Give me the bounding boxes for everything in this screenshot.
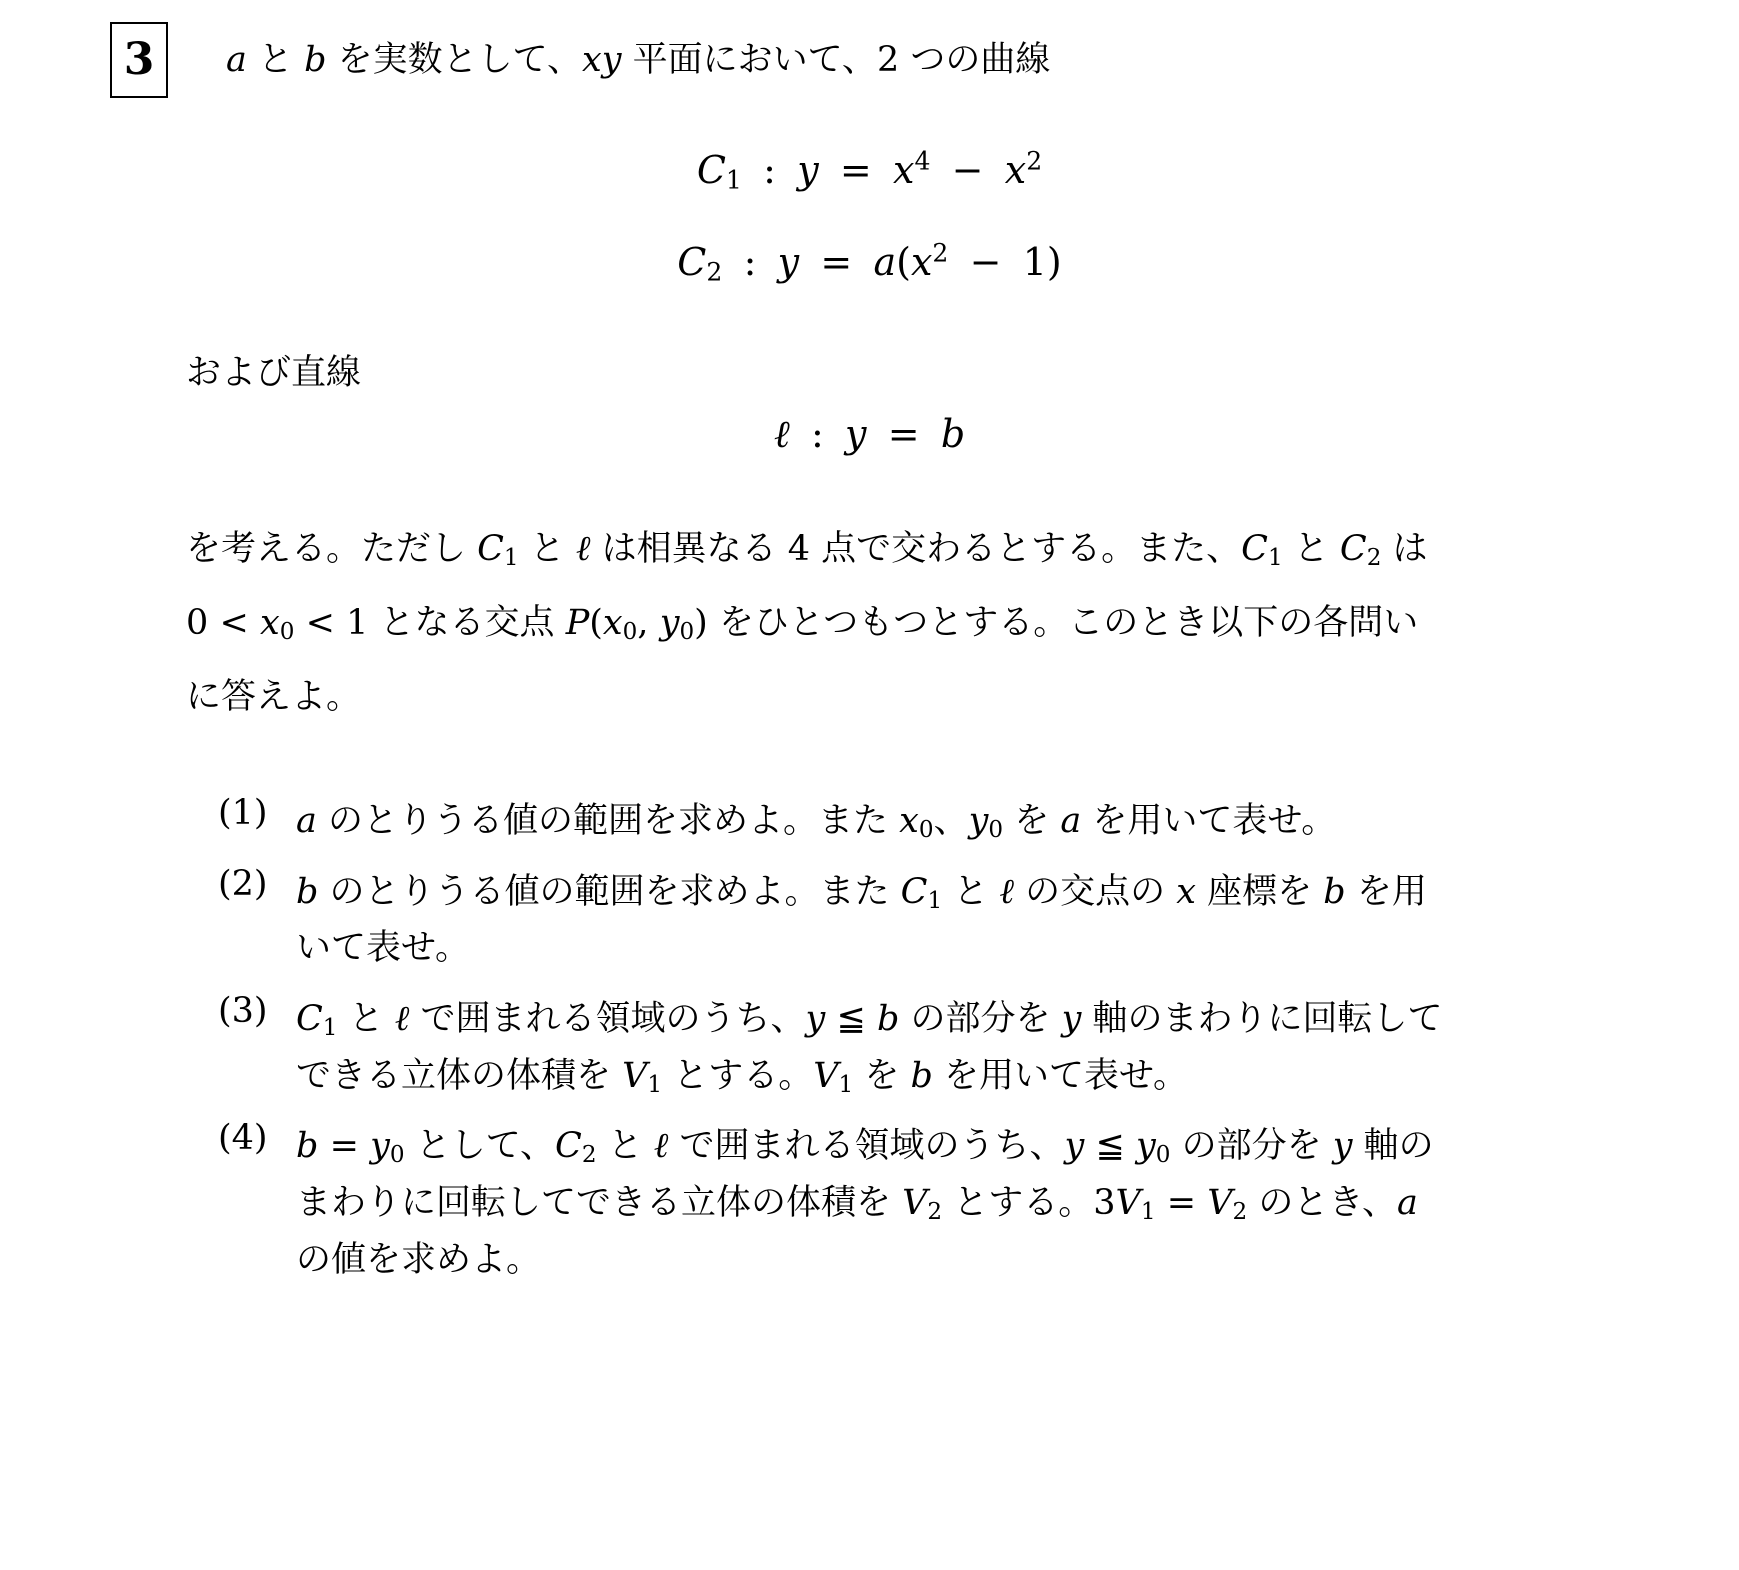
question-item-1	[218, 793, 1698, 850]
question-item-4	[218, 1118, 1698, 1288]
equation-line-l: ℓ : y = b	[773, 412, 966, 456]
question-label-3: (3)	[218, 991, 268, 1032]
question-body-2: b のとりうる値の範囲を求めよ。また $C_1$ と ℓ の交点の x 座標を b を用 いて表せ。	[296, 871, 1427, 969]
question-body-4: $b = y_0$ として、$C_2$ と ℓ で囲まれる領域のうち、y ≦ $y_0$ の部分を y 軸の まわりに回転してできる立体の体積を $V_2$ とする。$3V_1 = V_2$ のとき、a の値を求めよ。	[296, 1126, 1434, 1280]
equation-c1: $C_1$ : $y = x^4 - x^2$	[696, 146, 1043, 195]
problem-number-box: 3	[110, 22, 168, 98]
question-body-1: a のとりうる値の範囲を求めよ。また $x_0$、$y_0$ を a を用いて表せ。	[296, 801, 1337, 844]
question-label-2: (2)	[218, 863, 268, 904]
question-body-3: $C_1$ と ℓ で囲まれる領域のうち、y ≦ b の部分を y 軸のまわりに回転して できる立体の体積を $V_1$ とする。$V_1$ を b を用いて表せ。	[296, 999, 1443, 1098]
problem-intro-text: a と b を実数として、xy 平面において、2 つの曲線	[226, 40, 1051, 80]
question-item-3	[218, 991, 1698, 1104]
question-item-2	[218, 864, 1698, 977]
body-paragraph-line-1: を考える。ただし $C_1$ と ℓ は相異なる 4 点で交わるとする。また、$C_1$ と $C_2$ は	[186, 529, 1428, 572]
question-label-4: (4)	[218, 1118, 268, 1159]
body-paragraph-line-2: $0 < x_0 < 1$ となる交点 $P(x_0$, $y_0$) をひとつもつとする。このとき以下の各問い	[186, 603, 1419, 646]
problem-header	[110, 22, 1050, 98]
equation-c2: $C_2$ : $y = a(x^2 - 1)$	[677, 238, 1062, 287]
and-line-text: および直線	[186, 353, 362, 392]
body-paragraph-line-3: に答えよ。	[186, 677, 362, 716]
question-label-1: (1)	[218, 793, 268, 833]
questions-list	[218, 793, 1698, 1303]
